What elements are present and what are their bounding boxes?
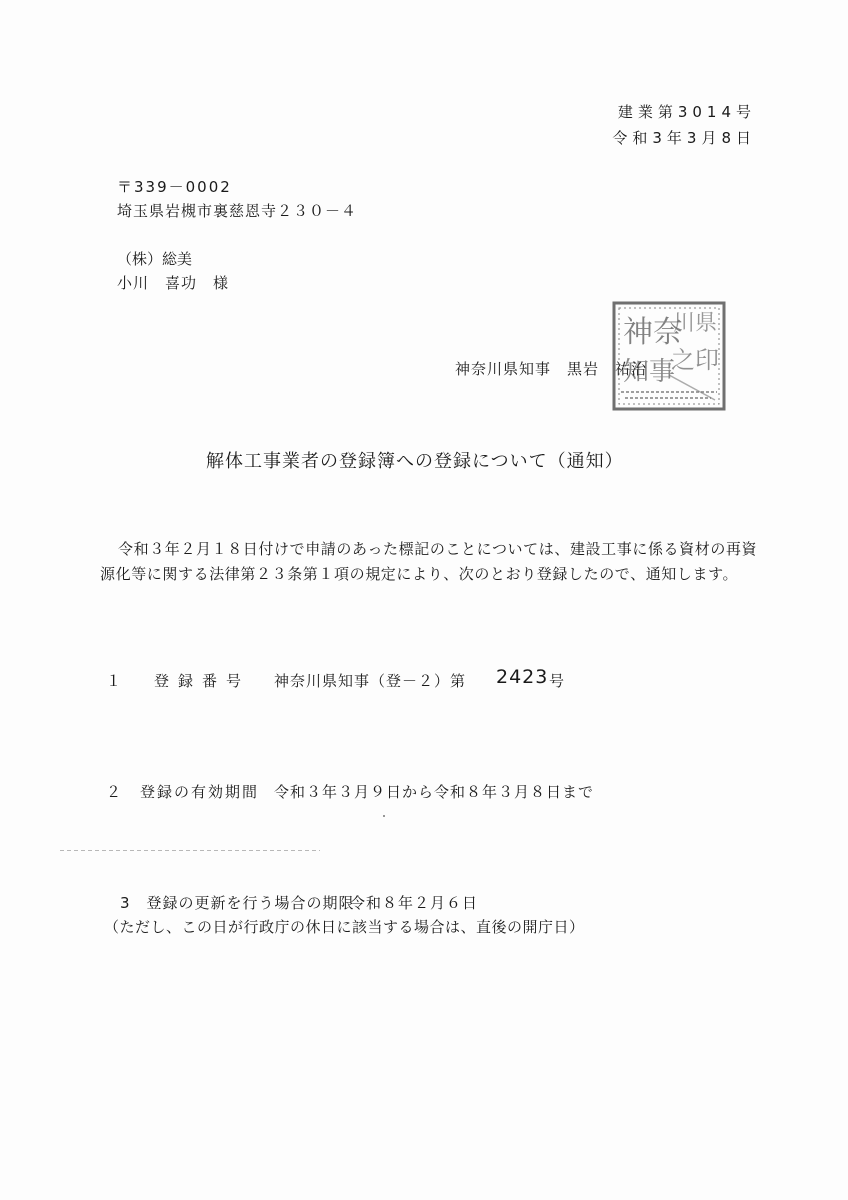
recipient-company: （株）総美 [117,250,193,268]
svg-text:川県: 川県 [673,311,718,336]
document-number: 建業第3014号 [617,103,756,121]
registration-number-suffix: 号 [549,672,565,690]
renewal-deadline-label: 3 登録の更新を行う場合の期限 [120,894,355,912]
recipient-address: 埼玉県岩槻市裏慈恩寺２３０－４ [117,202,358,220]
validity-period-label: ２ 登録の有効期間 [106,783,260,801]
svg-text:知事: 知事 [623,357,676,387]
document-date: 令和3年3月8日 [612,129,756,147]
document-title: 解体工事業者の登録簿への登録について（通知） [206,451,624,472]
sender-name: 神奈川県知事 黒岩 祐治 [455,360,648,378]
registration-number-value: 2423 [496,666,549,688]
body-paragraph: 令和３年２月１８日付けで申請のあった標記のことについては、建設工事に係る資材の再資源化等に関する法律第２３条第１項の規定により、次のとおり登録したので、通知します。 [100,540,758,583]
registration-number-prefix: 神奈川県知事（登－２）第 [274,672,467,690]
svg-text:之印: 之印 [671,346,719,374]
registration-number-label: １ 登録番号 [106,672,251,690]
renewal-deadline-value: 令和８年２月６日 [350,894,479,912]
postal-code: 〒339－0002 [117,178,232,196]
official-seal-icon [611,300,727,412]
scan-line-artifact [60,850,320,851]
scan-artifact [383,815,385,817]
validity-period-value: 令和３年３月９日から令和８年３月８日まで [274,783,595,801]
renewal-deadline-note: （ただし、この日が行政庁の休日に該当する場合は、直後の開庁日） [104,918,585,936]
svg-text:神奈: 神奈 [623,315,683,350]
recipient-name: 小川 喜功 様 [117,274,230,292]
